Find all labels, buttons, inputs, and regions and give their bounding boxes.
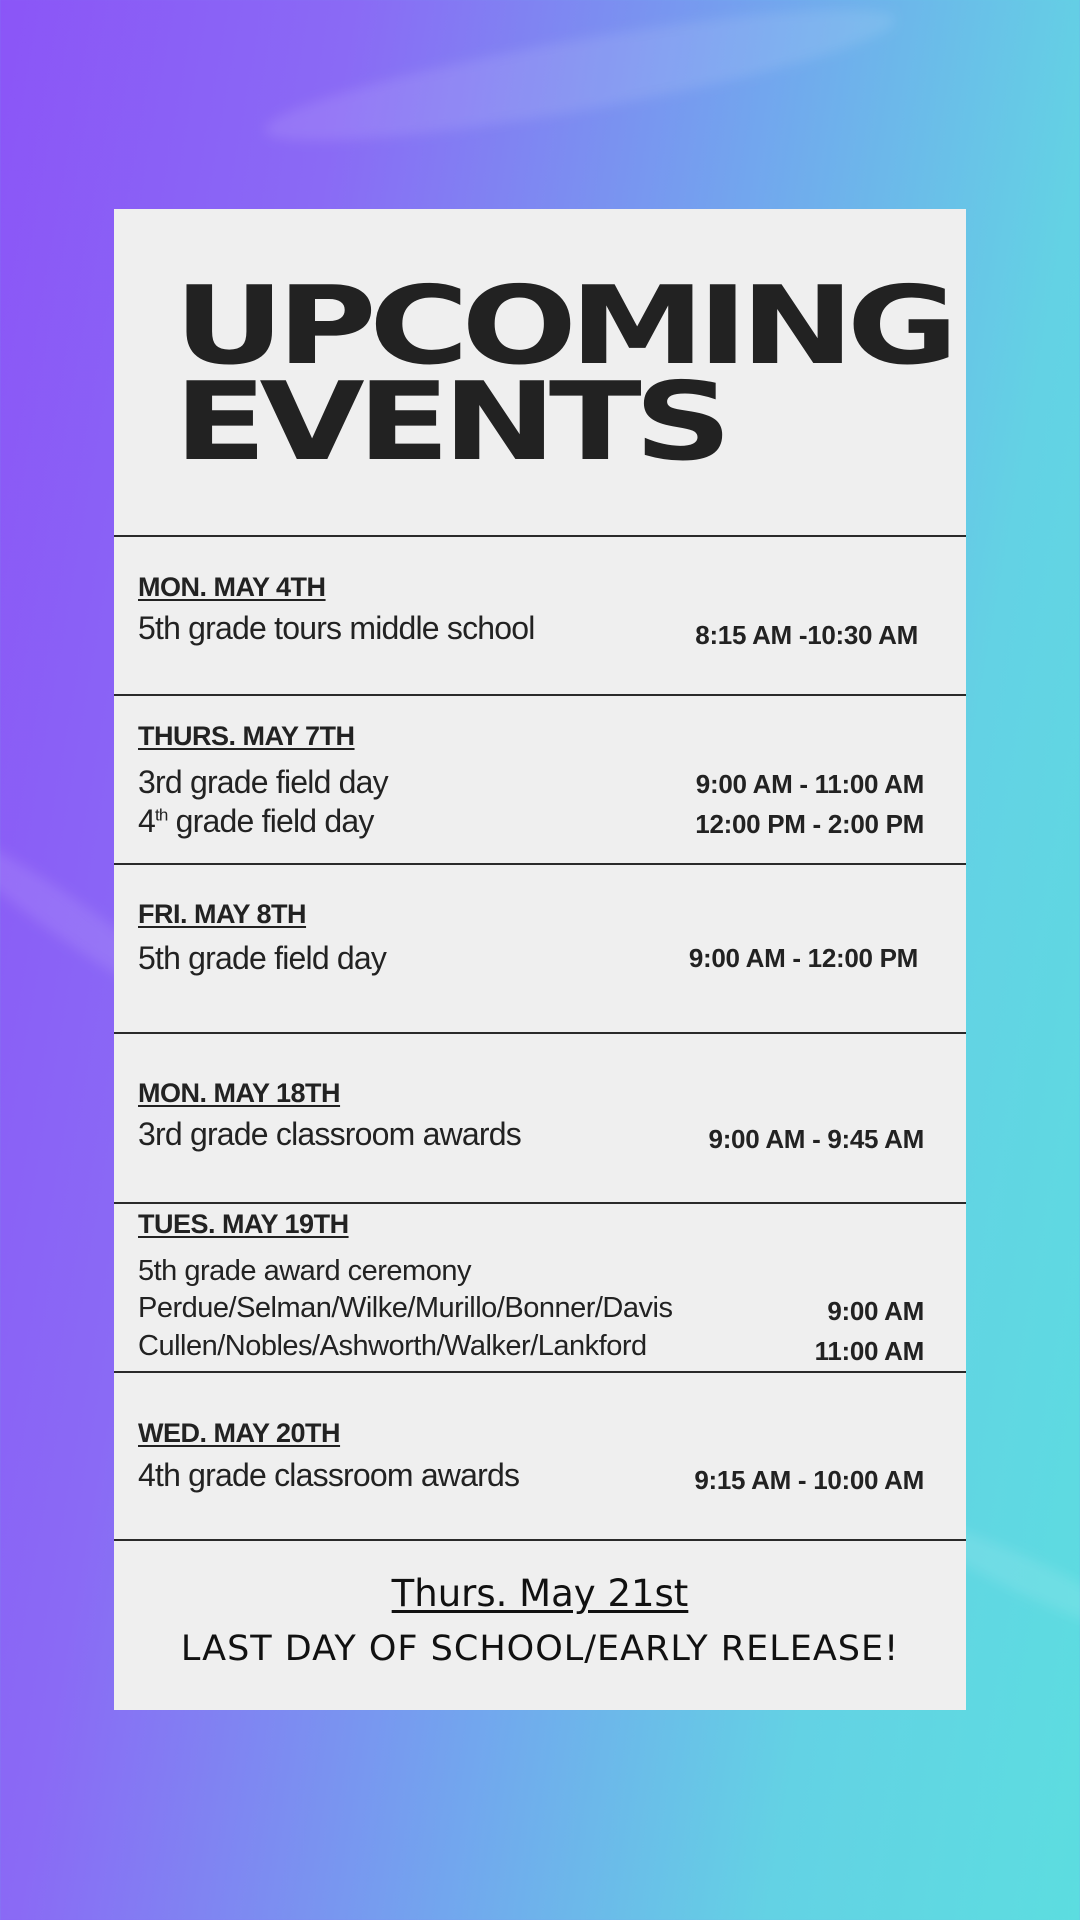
- divider: [114, 535, 966, 537]
- event-time: 8:15 AM -10:30 AM: [695, 620, 918, 650]
- event-date: FRI. MAY 8TH: [138, 899, 307, 929]
- event-time: 9:00 AM - 12:00 PM: [688, 943, 918, 973]
- title-line-1: UPCOMING: [174, 264, 951, 389]
- event-time: 9:00 AM: [827, 1296, 924, 1326]
- event-description: 3rd grade field day: [138, 764, 388, 800]
- event-date: MON. MAY 4TH: [138, 572, 326, 602]
- last-day-date: Thurs. May 21st: [391, 1572, 689, 1615]
- divider: [114, 1202, 966, 1204]
- background-streak: [259, 0, 901, 165]
- event-description: 3rd grade classroom awards: [138, 1116, 521, 1152]
- events-poster: [114, 209, 966, 1710]
- divider: [114, 1371, 966, 1373]
- event-time: 9:15 AM - 10:00 AM: [694, 1465, 924, 1495]
- description-text: grade field day: [167, 803, 374, 839]
- poster-title: [174, 264, 951, 485]
- event-description: 5th grade award ceremony: [138, 1255, 471, 1287]
- event-time: 12:00 PM - 2:00 PM: [695, 809, 924, 839]
- ordinal-number: 4: [138, 803, 155, 839]
- event-description: Cullen/Nobles/Ashworth/Walker/Lankford: [138, 1330, 647, 1362]
- event-description: 5th grade field day: [138, 940, 387, 976]
- event-description: Perdue/Selman/Wilke/Murillo/Bonner/Davis: [138, 1292, 673, 1324]
- divider: [114, 694, 966, 696]
- event-description: 4th grade classroom awards: [138, 1457, 520, 1493]
- ordinal-suffix: th: [155, 805, 168, 825]
- title-line-2: EVENTS: [174, 360, 725, 485]
- divider: [114, 1032, 966, 1034]
- event-description: 5th grade tours middle school: [138, 610, 535, 646]
- event-date: TUES. MAY 19TH: [138, 1209, 349, 1239]
- event-date: MON. MAY 18TH: [138, 1078, 341, 1108]
- event-time: 9:00 AM - 9:45 AM: [708, 1124, 924, 1154]
- event-date: THURS. MAY 7TH: [138, 721, 355, 751]
- last-day-note: LAST DAY OF SCHOOL/EARLY RELEASE!: [180, 1629, 900, 1669]
- event-date: WED. MAY 20TH: [138, 1418, 341, 1448]
- event-time: 11:00 AM: [814, 1336, 924, 1366]
- divider: [114, 863, 966, 865]
- event-description: [138, 803, 374, 840]
- divider: [114, 1539, 966, 1541]
- event-time: 9:00 AM - 11:00 AM: [695, 769, 924, 799]
